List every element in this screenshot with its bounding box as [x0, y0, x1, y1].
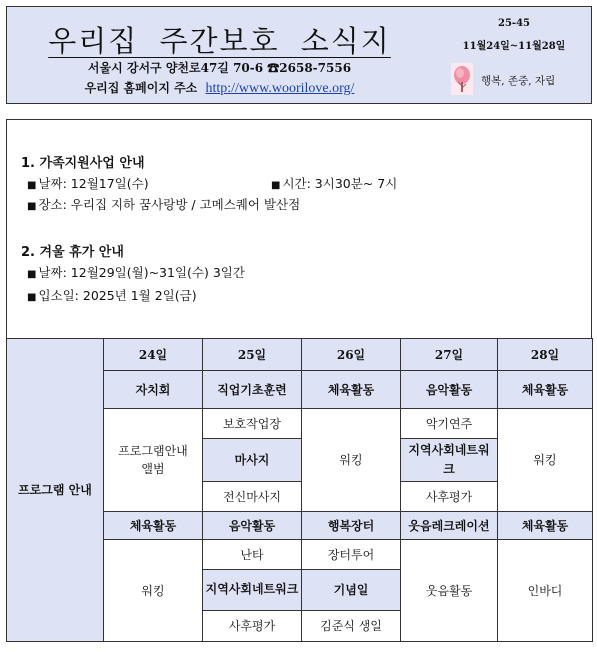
motto: 행복, 존중, 자립 [481, 75, 556, 87]
program-side-label: 프로그램 안내 [7, 339, 104, 642]
am-activity-header: 자치회 [104, 371, 203, 409]
am-activity-header: 직업기초훈련 [203, 371, 302, 409]
am-activity-header: 음악활동 [401, 371, 498, 409]
pm-detail-27: 웃음활동 [401, 540, 498, 642]
am-detail-28: 워킹 [498, 409, 593, 512]
issue-info [439, 7, 589, 103]
bullet-icon: ■ [27, 292, 37, 303]
am-activity-header: 체육활동 [302, 371, 401, 409]
pm-detail-26-2: 기념일 [302, 570, 401, 611]
center-address: 서울시 강서구 양천로47길 70-6 ☎2658-7556 [87, 61, 352, 75]
day-header: 27일 [401, 339, 498, 371]
bullet-icon: ■ [271, 180, 281, 191]
bullet-icon: ■ [27, 201, 37, 212]
pm-detail-25-2: 지역사회네트워크 [203, 570, 302, 611]
family-support-date: ■ 날짜: 12월17일(수) [27, 176, 149, 191]
section-family-support-title: 1. 가족지원사업 안내 [21, 156, 145, 171]
pm-detail-26-3: 김준식 생일 [302, 611, 401, 642]
newsletter-header [6, 6, 592, 104]
newsletter-title: 우리집 주간보호 소식지 [48, 24, 391, 58]
weekly-program-table [6, 338, 593, 642]
pm-activity-header: 행복장터 [302, 512, 401, 540]
day-header: 28일 [498, 339, 593, 371]
pm-activity-header: 체육활동 [498, 512, 593, 540]
pm-detail-24: 워킹 [104, 540, 203, 642]
issue-number: 25-45 [498, 18, 530, 29]
family-support-time: ■ 시간: 3시30분~ 7시 [271, 176, 398, 191]
notice-box [6, 119, 592, 338]
homepage-label: 우리집 홈페이지 주소 [84, 81, 198, 95]
vacation-date: ■ 날짜: 12월29일(월)~31일(수) 3일간 [27, 265, 245, 280]
am-detail-25-2: 마사지 [203, 439, 302, 482]
pm-detail-28: 인바디 [498, 540, 593, 642]
homepage-line [7, 79, 432, 97]
am-detail-27-1: 악기연주 [401, 409, 498, 439]
week-range: 11월24일~11월28일 [462, 41, 566, 52]
am-detail-24: 프로그램안내 앨범 [104, 409, 203, 512]
family-support-place: ■ 장소: 우리집 지하 꿈사랑방 / 고메스퀘어 발산점 [27, 197, 301, 212]
day-header: 24일 [104, 339, 203, 371]
bullet-icon: ■ [27, 180, 37, 191]
bullet-icon: ■ [27, 269, 37, 280]
am-detail-26: 워킹 [302, 409, 401, 512]
pm-activity-header: 웃음레크레이션 [401, 512, 498, 540]
day-header: 25일 [203, 339, 302, 371]
section-winter-vacation-title: 2. 겨울 휴가 안내 [21, 245, 124, 260]
pink-tree-logo-icon [451, 63, 473, 95]
homepage-link[interactable]: http://www.woorilove.org/ [205, 81, 355, 96]
am-detail-25-3: 전신마사지 [203, 482, 302, 512]
pm-detail-26-1: 장터투어 [302, 540, 401, 570]
am-detail-27-2: 지역사회네트워크 [401, 439, 498, 482]
pm-activity-header: 음악활동 [203, 512, 302, 540]
day-header: 26일 [302, 339, 401, 371]
pm-activity-header: 체육활동 [104, 512, 203, 540]
am-activity-header: 체육활동 [498, 371, 593, 409]
pm-detail-25-1: 난타 [203, 540, 302, 570]
pm-detail-25-3: 사후평가 [203, 611, 302, 642]
am-detail-25-1: 보호작업장 [203, 409, 302, 439]
am-detail-27-3: 사후평가 [401, 482, 498, 512]
return-date: ■ 입소일: 2025년 1월 2일(금) [27, 288, 197, 303]
